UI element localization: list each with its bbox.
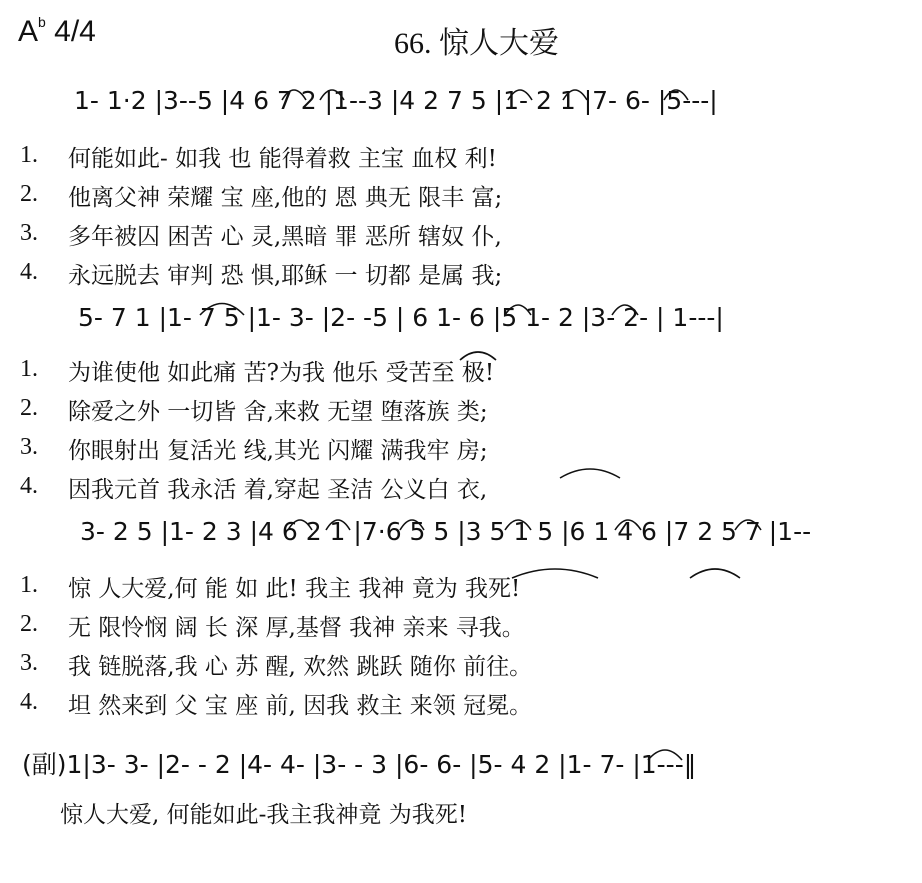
- slur: [320, 90, 344, 100]
- verse-number: 4.: [20, 689, 38, 715]
- lyric-line: 永远脱去 审判 恐 惧,耶稣 一 切都 是属 我;: [68, 263, 503, 289]
- slur: [505, 520, 531, 530]
- slur: [282, 90, 306, 100]
- lyric-line: 何能如此- 如我 也 能得着救 主宝 血权 利!: [68, 146, 497, 172]
- slur: [648, 750, 682, 760]
- lyric-line: 惊 人大爱,何 能 如 此! 我主 我神 竟为 我死!: [68, 576, 521, 602]
- chorus-lyric: 惊人大爱, 何能如此-我主我神竟 为我死!: [60, 802, 467, 828]
- verse-number: 1.: [20, 356, 38, 382]
- slur: [505, 305, 531, 315]
- slur: [612, 305, 638, 315]
- lyric-line: 除爱之外 一切皆 舍,来救 无望 堕落族 类;: [68, 399, 488, 425]
- verse-number: 4.: [20, 259, 38, 285]
- slur: [508, 90, 532, 100]
- chorus-label: (副)1: [22, 750, 83, 779]
- flat-sign: b: [38, 14, 46, 30]
- verse-number: 2.: [20, 395, 38, 421]
- notation-line-1: 1- 1·2 |3--5 |4 6 7 2 |1--3 |4 2 7 5 |1- 2 1 |7- 6- |5---|: [74, 86, 718, 115]
- verse-number: 1.: [20, 572, 38, 598]
- notation-line-3: 3- 2 5 |1- 2 3 |4 6 2 1 |7·6 5 5 |3 5 1 5 |6 1 4 6 |7 2 5 7 |1--: [80, 517, 812, 546]
- key-note: A: [18, 15, 39, 48]
- slur: [615, 520, 641, 530]
- slur: [690, 569, 740, 578]
- hymn-title: 66. 惊人大爱: [394, 27, 559, 60]
- slur: [563, 90, 587, 100]
- slur: [664, 90, 688, 100]
- lyric-line: 无 限怜悯 阔 长 深 厚,基督 我神 亲来 寻我。: [68, 615, 525, 641]
- slur: [400, 520, 424, 530]
- slur: [735, 520, 761, 530]
- verse-number: 3.: [20, 434, 38, 460]
- verse-number: 3.: [20, 650, 38, 676]
- slur: [460, 352, 496, 360]
- lyric-line: 你眼射出 复活光 线,其光 闪耀 满我牢 房;: [68, 438, 488, 464]
- verse-number: 4.: [20, 473, 38, 499]
- slur: [326, 520, 350, 530]
- verse-number: 3.: [20, 220, 38, 246]
- slur: [560, 469, 620, 478]
- notation-line-2: 5- 7 1 |1- 7 5 |1- 3- |2- -5 | 6 1- 6 |5 1- 2 |3- 2- | 1---|: [78, 303, 724, 332]
- lyric-line: 坦 然来到 父 宝 座 前, 因我 救主 来领 冠冕。: [68, 693, 533, 719]
- lyric-line: 多年被囚 困苦 心 灵,黑暗 罪 恶所 辖奴 仆,: [68, 224, 502, 250]
- lyric-line: 他离父神 荣耀 宝 座,他的 恩 典无 限丰 富;: [68, 185, 503, 211]
- slur: [288, 520, 312, 530]
- slur: [512, 569, 598, 578]
- slur: [200, 304, 244, 316]
- verse-number: 1.: [20, 142, 38, 168]
- verse-number: 2.: [20, 611, 38, 637]
- time-signature: 4/4: [54, 15, 96, 48]
- lyric-line: 因我元首 我永活 着,穿起 圣洁 公义白 衣,: [68, 477, 488, 503]
- verse-number: 2.: [20, 181, 38, 207]
- lyric-line: 我 链脱落,我 心 苏 醒, 欢然 跳跃 随你 前往。: [68, 654, 533, 680]
- chorus-notes: |3- 3- |2- - 2 |4- 4- |3- - 3 |6- 6- |5- 4 2 |1- 7- |1---‖: [82, 750, 697, 779]
- lyric-line: 为谁使他 如此痛 苦?为我 他乐 受苦至 极!: [68, 360, 495, 386]
